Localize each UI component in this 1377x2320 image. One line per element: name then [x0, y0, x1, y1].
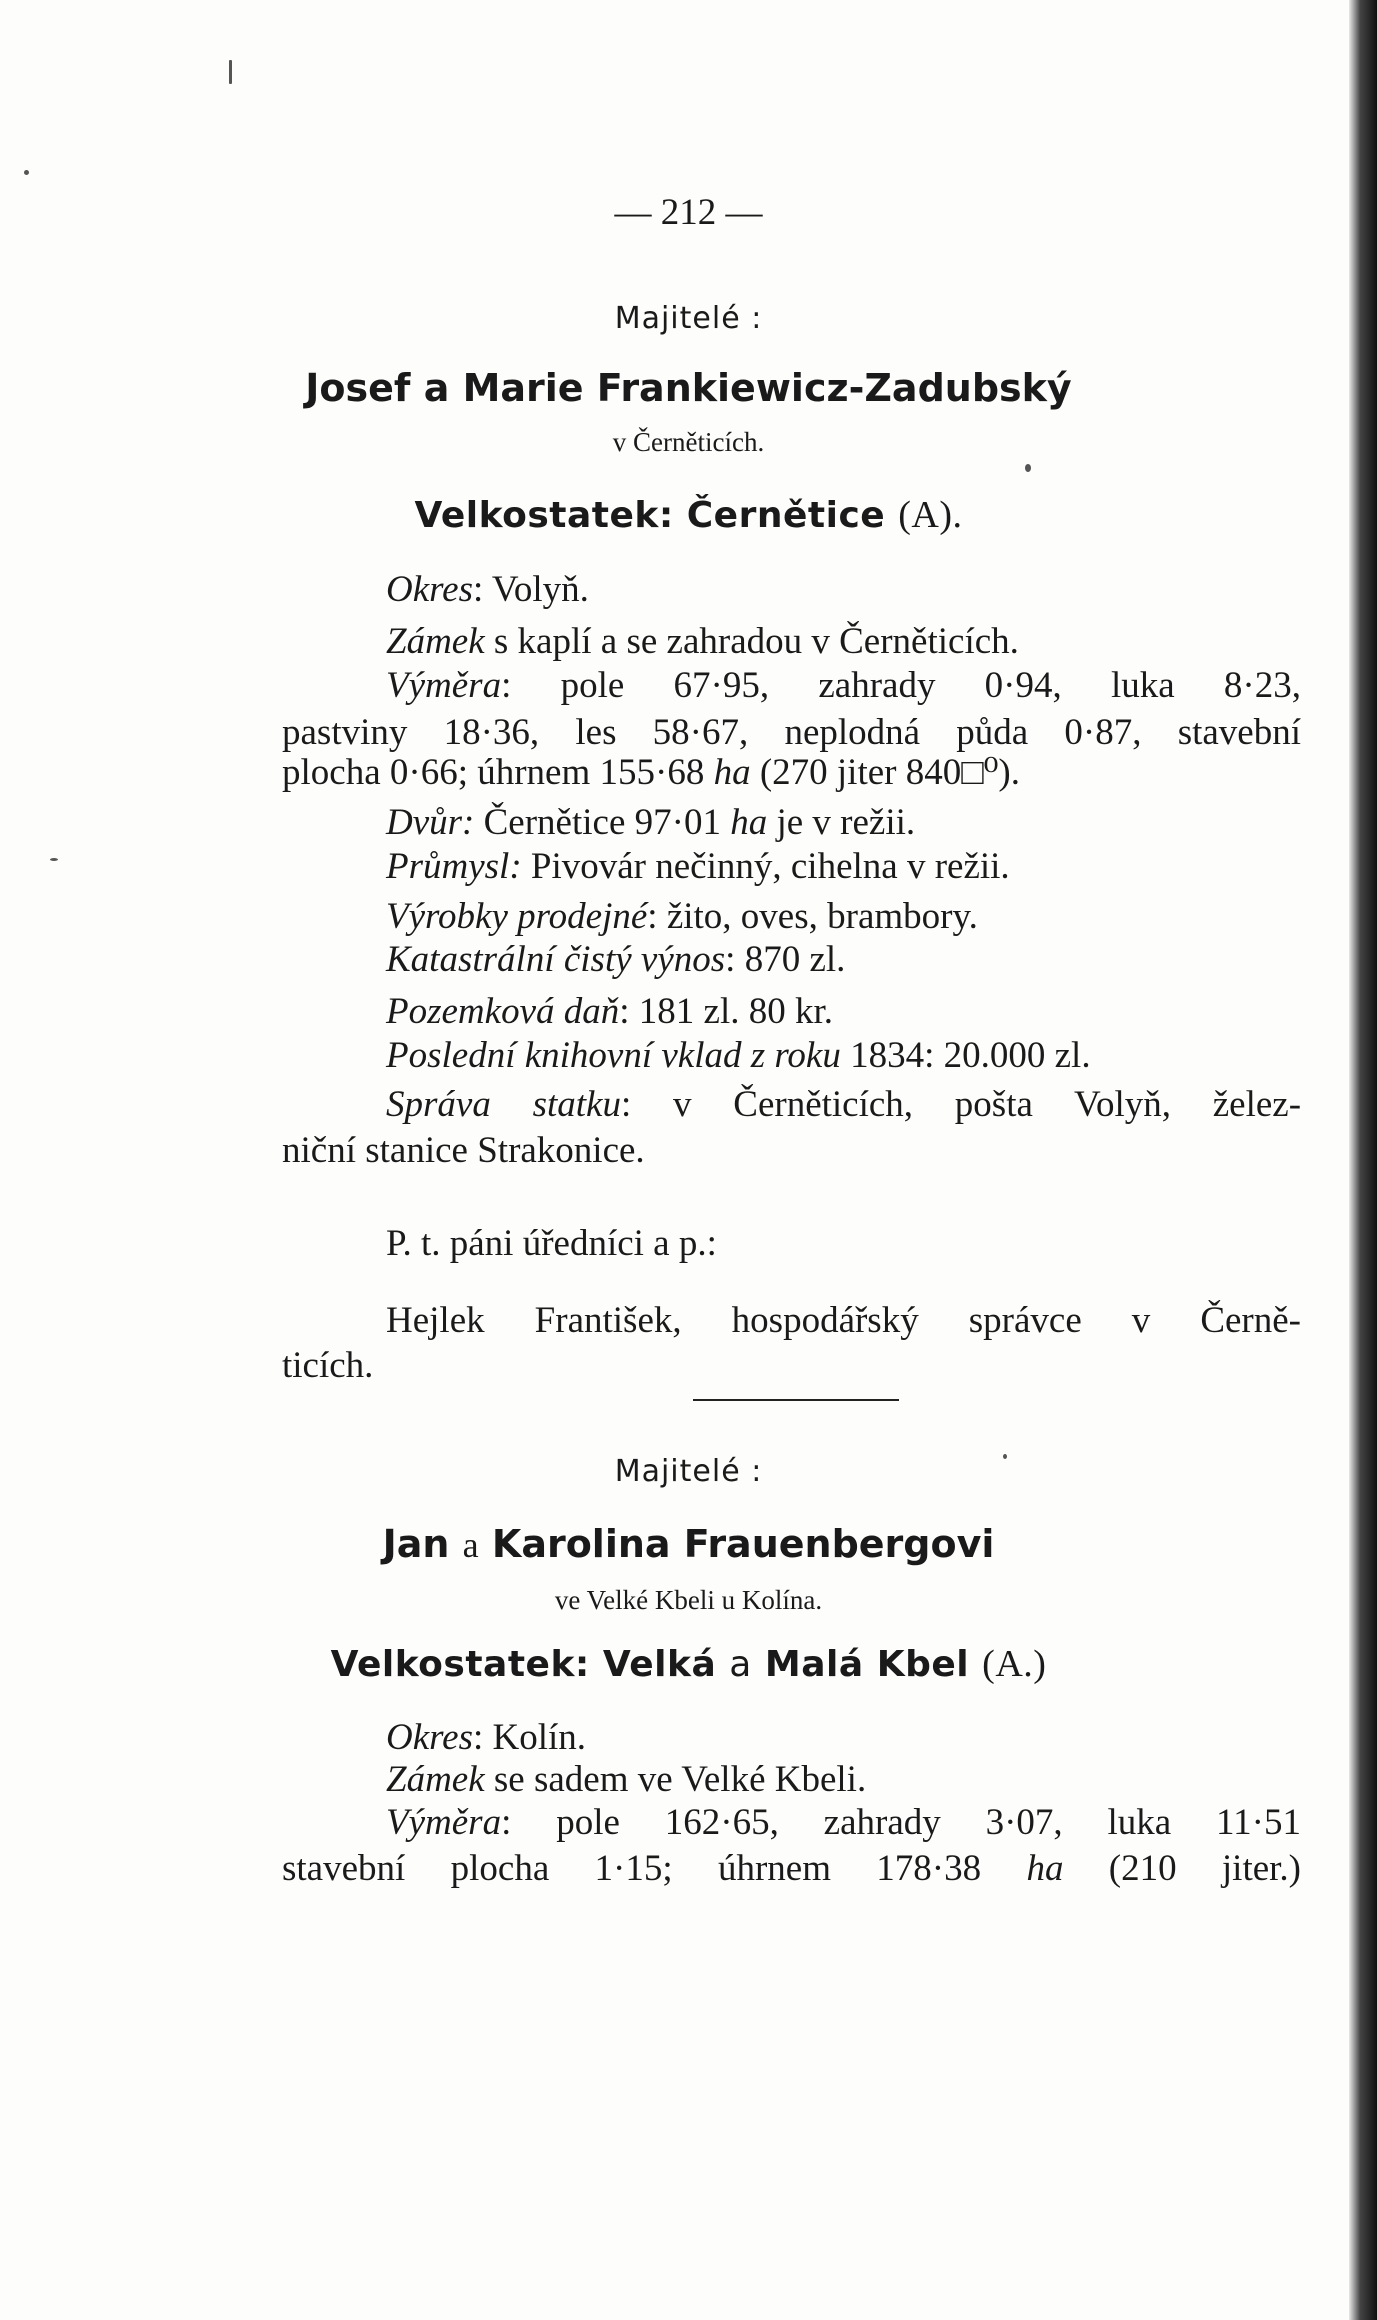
- field-row: [386, 1083, 1301, 1127]
- owner-first: Jan: [382, 1522, 450, 1566]
- estate-conj: a: [729, 1644, 752, 1685]
- estate-mark: (A).: [898, 494, 963, 536]
- owner-location: v Černěticích.: [612, 427, 765, 457]
- field-row: [386, 895, 978, 939]
- field-row: [386, 1034, 1091, 1078]
- field-label: Poslední knihovní vklad z roku: [386, 1035, 841, 1076]
- field-sep: :: [619, 991, 630, 1032]
- field-label: Výměra: [386, 1802, 502, 1843]
- field-value: 181 zl. 80 kr.: [638, 991, 834, 1032]
- field-sep: :: [620, 1084, 632, 1125]
- field-value: žito, oves, brambory.: [666, 896, 978, 937]
- field-value: se sadem ve Velké Kbeli.: [493, 1759, 867, 1800]
- print-speck: [1025, 464, 1031, 472]
- field-row: [386, 1716, 586, 1760]
- field-label: Správa statku: [386, 1084, 621, 1125]
- unit: ha: [713, 752, 751, 793]
- field-value: plocha 0·66; úhrnem 155·68: [282, 752, 705, 793]
- field-row: [386, 620, 1019, 664]
- field-value: (210 jiter.): [1108, 1848, 1301, 1889]
- page-number: — 212 —: [614, 192, 763, 233]
- print-speck: [24, 170, 29, 175]
- field-sep: :: [501, 1802, 512, 1843]
- field-sep: :: [725, 939, 736, 980]
- field-label: Dvůr: [386, 802, 463, 843]
- field-value: Pivovár nečinný, cihelna v režii.: [530, 846, 1010, 887]
- estate-name-a: Velká: [602, 1644, 717, 1685]
- field-value: je v režii.: [776, 802, 916, 843]
- field-row: [386, 1801, 1301, 1845]
- estate-mark: (A.): [982, 1643, 1047, 1685]
- unit: ha: [730, 802, 768, 843]
- field-continuation: pastviny 18·36, les 58·67, neplodná půda 0·87, stavební: [282, 712, 1301, 753]
- estate-word: Velkostatek:: [414, 495, 674, 536]
- estate-heading: [0, 1642, 1377, 1687]
- owner-name: Josef a Marie Frankiewicz-Zadubský: [305, 366, 1072, 410]
- field-sep: :: [462, 802, 475, 843]
- field-label: Okres: [386, 569, 473, 610]
- field-value: pole 67·95, zahrady 0·94, luka 8·23,: [560, 665, 1302, 706]
- estate-heading: [0, 493, 1377, 538]
- field-row: [386, 1758, 866, 1802]
- owner-location: ve Velké Kbeli u Kolína.: [554, 1585, 823, 1615]
- field-row: [386, 801, 915, 845]
- owners-label: Majitelé :: [614, 301, 763, 336]
- estate-name: Černětice: [686, 495, 886, 536]
- field-row: [386, 845, 1010, 889]
- field-value: 870 zl.: [744, 939, 846, 980]
- field-sep: :: [501, 665, 512, 706]
- owner-name: [0, 1522, 1377, 1567]
- field-label: Okres: [386, 1717, 473, 1758]
- field-label: Katastrální čistý výnos: [386, 939, 726, 980]
- field-label: Zámek: [386, 621, 485, 662]
- field-row: [386, 664, 1301, 708]
- field-value: 1834: 20.000 zl.: [850, 1035, 1091, 1076]
- field-continuation: [282, 1847, 1301, 1891]
- field-continuation: niční stanice Strakonice.: [282, 1130, 645, 1171]
- field-label: Výrobky prodejné: [386, 896, 648, 937]
- estate-name-b: Malá Kbel: [764, 1644, 970, 1685]
- print-speck: [50, 858, 58, 861]
- field-label: Výměra: [386, 665, 502, 706]
- official-entry-continuation: ticích.: [282, 1345, 374, 1386]
- field-row: [386, 990, 833, 1034]
- field-value: stavební plocha 1·15; úhrnem 178·38: [282, 1848, 982, 1889]
- field-label: Zámek: [386, 1759, 485, 1800]
- field-value: Kolín.: [492, 1717, 587, 1758]
- unit: ha: [1026, 1848, 1064, 1889]
- field-row: [386, 938, 845, 982]
- field-value: (270 jiter 840□⁰).: [759, 752, 1020, 793]
- field-sep: :: [473, 1717, 484, 1758]
- owner-second: Karolina Frauenbergovi: [491, 1522, 995, 1566]
- field-value: s kaplí a se zahradou v Černěticích.: [493, 621, 1019, 662]
- field-row: [386, 568, 589, 612]
- estate-word: Velkostatek:: [330, 1644, 590, 1685]
- field-sep: :: [473, 569, 484, 610]
- field-sep: :: [647, 896, 658, 937]
- field-value: v Černěticích, pošta Volyň, želez-: [673, 1084, 1302, 1125]
- owner-conj: a: [462, 1525, 479, 1565]
- field-continuation: [282, 751, 1020, 795]
- field-label: Průmysl: [386, 846, 510, 887]
- field-value: Volyň.: [491, 569, 589, 610]
- field-sep: :: [509, 846, 522, 887]
- print-speck: [229, 60, 232, 84]
- official-entry: Hejlek František, hospodářský správce v Černě-: [386, 1300, 1301, 1341]
- section-divider: [693, 1399, 899, 1401]
- page-edge-shadow: [1349, 0, 1377, 2320]
- field-value: Černětice 97·01: [483, 802, 721, 843]
- field-value: pole 162·65, zahrady 3·07, luka 11·51: [556, 1802, 1301, 1843]
- officials-label: P. t. páni úředníci a p.:: [386, 1223, 717, 1264]
- owners-label: Majitelé :: [614, 1454, 763, 1489]
- field-label: Pozemková daň: [386, 991, 620, 1032]
